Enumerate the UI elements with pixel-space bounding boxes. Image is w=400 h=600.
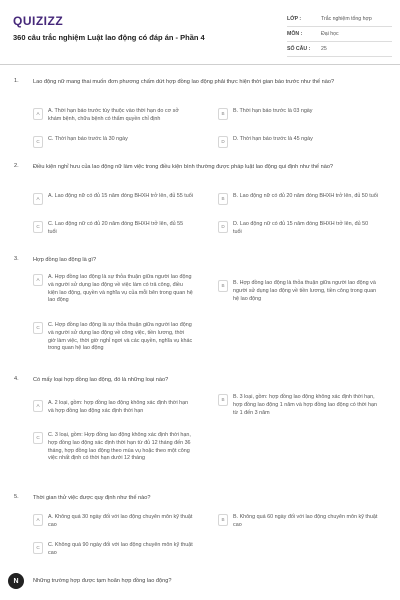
option-letter-box: D [218,136,228,148]
meta-key: SỐ CÂU : [287,46,311,52]
option-a[interactable] [33,400,193,416]
option-text: A. Thời hạn báo trước tùy thuộc vào thời hạn do cơ sở khám bệnh, chữa bệnh có thẩm quyền chỉ định [48,108,179,122]
meta-row-subject [287,27,392,42]
question-number: 2. [14,163,19,169]
question-text: Có mấy loại hợp đồng lao động, đó là những loại nào? [33,377,169,383]
option-text: C. Hợp đồng lao động là sự thỏa thuận giữa người lao động và người sử dụng lao động về công việc, tiền lương, thời giờ làm việc, thời giờ nghỉ ngơi và các quyền, nghĩa vụ khác trong quan hệ lao động [48,322,193,352]
question-number: 5. [14,494,19,500]
quizizz-logo: QUIZIZZ [13,14,64,28]
meta-key: MÔN : [287,31,303,37]
option-text: B. Hợp đồng lao động là thỏa thuận giữa người lao động và người sử dụng lao động về tiền lương, tiền công trong quan hệ lao động [233,280,377,302]
option-b[interactable] [218,108,378,120]
option-letter-box: A [33,108,43,120]
option-text: B. Lao động nữ có đủ 20 năm đóng BHXH trở lên, đủ 50 tuổi [233,193,378,199]
option-text: C. 3 loại, gồm: Hợp đồng lao động không xác định thời hạn, hợp đồng lao động xác định thời hạn từ đủ 12 tháng đến 36 tháng, hợp đồng lao động theo mùa vụ hoặc theo một công việc nhất định có thời hạn dưới 12 tháng [48,432,191,462]
header-divider [0,64,400,65]
option-a[interactable] [33,514,193,530]
question-number: 1. [14,78,19,84]
option-text: B. Thời hạn báo trước là 03 ngày [233,108,313,114]
option-b[interactable] [218,193,378,205]
question-text: Thời gian thử việc được quy định như thế nào? [33,495,151,501]
option-letter-box: C [33,136,43,148]
option-text: A. Hợp đồng lao động là sự thỏa thuận giữa người lao động và người sử dụng lao động về việc làm có trả công, điều kiện lao động, quyền và nghĩa vụ của mỗi bên trong quan hệ lao động [48,274,193,304]
question-text: Điều kiện nghỉ hưu của lao động nữ làm việc trong điều kiện bình thường được pháp luật lao động qui định như thế nào? [33,164,334,170]
option-a[interactable] [33,193,193,205]
meta-key: LỚP : [287,16,302,22]
option-letter-box: B [218,108,228,120]
option-letter-box: D [218,221,228,233]
option-c[interactable] [33,322,193,353]
option-letter-box: C [33,221,43,233]
option-letter-box: C [33,432,43,444]
option-text: B. 3 loại, gồm: hợp đồng lao động không xác định thời hạn, hợp đồng lao động 1 năm và hợp đồng lao động có thời hạn từ 1 đến 3 năm [233,394,377,416]
option-text: C. Thời hạn báo trước là 30 ngày [48,136,128,142]
meta-table [287,12,392,57]
question-text: Lao động nữ mang thai muốn đơn phương chấm dứt hợp đồng lao động phải thực hiện thời gian báo trước như thế nào? [33,79,335,85]
option-c[interactable] [33,432,193,463]
option-text: D. Thời hạn báo trước là 45 ngày [233,136,313,142]
option-d[interactable] [218,136,378,148]
option-a[interactable] [33,274,193,305]
option-letter-box: B [218,394,228,406]
meta-value: 25 [321,46,327,52]
meta-value: Đại học [321,31,339,37]
question-text: Những trường hợp được tạm hoãn hợp đồng lao động? [33,578,172,584]
option-c[interactable] [33,542,193,558]
option-letter-box: A [33,274,43,286]
question-number: 4. [14,376,19,382]
option-letter-box: A [33,400,43,412]
question-number: 3. [14,256,19,262]
option-text: A. Không quá 30 ngày đối với lao động chuyên môn kỹ thuật cao [48,514,193,528]
option-text: A. 2 loại, gồm: hợp đồng lao động không xác định thời hạn và hợp đồng lao động xác định thời hạn [48,400,189,414]
meta-row-class [287,12,392,27]
option-letter-box: C [33,542,43,554]
option-letter-box: A [33,514,43,526]
option-b[interactable] [218,514,378,530]
option-letter-box: B [218,193,228,205]
avatar[interactable]: N [8,573,24,589]
option-letter-box: A [33,193,43,205]
option-letter-box: B [218,514,228,526]
option-text: C. Không quá 90 ngày đối với lao động chuyên môn kỹ thuật cao [48,542,193,556]
option-d[interactable] [218,221,378,237]
question-text: Hợp đồng lao động là gì? [33,257,97,263]
option-text: C. Lao động nữ có đủ 20 năm đóng BHXH trở lên, đủ 55 tuổi [48,221,184,235]
option-text: B. Không quá 60 ngày đối với lao động chuyên môn kỹ thuật cao [233,514,378,528]
option-c[interactable] [33,136,193,148]
option-letter-box: B [218,280,228,292]
option-text: A. Lao động nữ có đủ 15 năm đóng BHXH trở lên, đủ 55 tuổi [48,193,193,199]
option-b[interactable] [218,394,378,417]
option-a[interactable] [33,108,193,124]
option-text: D. Lao động nữ có đủ 15 năm đóng BHXH trở lên, đủ 50 tuổi [233,221,369,235]
option-letter-box: C [33,322,43,334]
option-b[interactable] [218,280,378,303]
option-c[interactable] [33,221,193,237]
meta-row-count [287,42,392,57]
page-title: 360 câu trắc nghiệm Luật lao động có đáp án - Phần 4 [13,33,205,42]
page-header [0,0,400,60]
meta-value: Trắc nghiệm tổng hợp [321,16,372,22]
